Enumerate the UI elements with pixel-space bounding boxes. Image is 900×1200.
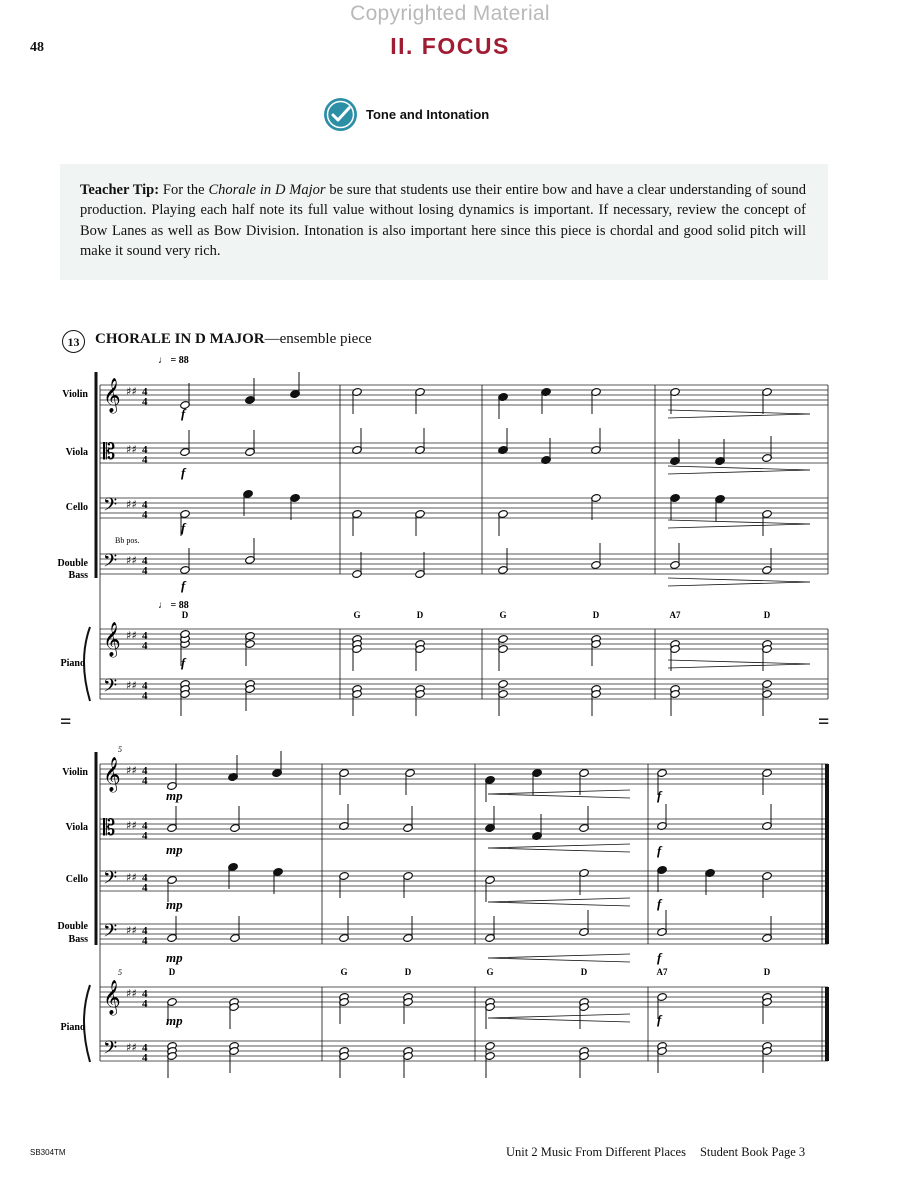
key-signature-1-1: ♯♯ (126, 443, 137, 456)
key-signature-1-1-time: 4 (142, 454, 148, 466)
key-signature-2-1: ♯♯ (126, 819, 137, 832)
clef-1-5: 𝄢 (103, 676, 118, 701)
label-cello-2: Cello (65, 874, 88, 885)
key-signature-1-5: ♯♯ (126, 679, 137, 692)
hairpin-cello-1 (668, 520, 810, 528)
teacher-tip-text-1: For the (159, 182, 209, 198)
piece-subtitle: —ensemble piece (264, 331, 372, 347)
dynamic-f-1-3: f (181, 578, 186, 593)
clef-1-2: 𝄢 (103, 495, 118, 520)
system-break-right: = (818, 711, 830, 733)
chord-symbol: G (353, 610, 361, 620)
label-double: Double (57, 558, 88, 569)
key-signature-1-3: ♯♯ (126, 554, 137, 567)
system-break-left: = (60, 711, 72, 733)
label-violin: Violin (62, 389, 88, 400)
dynamic-f-2-1: f (657, 843, 662, 858)
key-signature-2-4-time: 4 (142, 988, 148, 1000)
key-signature-2-4-time: 4 (142, 998, 148, 1010)
chord-symbol: D (181, 610, 189, 620)
footer-code: SB304TM (30, 1148, 66, 1157)
piece-title-main: CHORALE IN D MAJOR (95, 331, 265, 347)
hairpin-violin-2 (488, 790, 630, 798)
label-piano: Piano (60, 658, 85, 669)
key-signature-2-0: ♯♯ (126, 764, 137, 777)
hairpin-viola-2 (488, 844, 630, 852)
final-bar-thick (825, 764, 829, 944)
label-cello: Cello (65, 502, 88, 513)
label-violin-2: Violin (62, 767, 88, 778)
chord-symbol: G (486, 967, 494, 977)
footer-unit: Unit 2 Music From Different Places (506, 1145, 686, 1159)
key-signature-1-0-time: 4 (142, 386, 148, 398)
label-bass-2: Bass (68, 934, 88, 945)
hairpin-piano-2 (488, 1014, 630, 1022)
key-signature-1-3-time: 4 (142, 555, 148, 567)
key-signature-2-3-time: 4 (142, 935, 148, 947)
clef-1-0: 𝄞 (103, 378, 121, 413)
clef-1-3: 𝄢 (103, 551, 118, 576)
dynamic-f-2-2: f (657, 896, 662, 911)
chord-symbol: D (404, 967, 412, 977)
key-signature-2-3: ♯♯ (126, 924, 137, 937)
dynamic-f-1-2: f (181, 520, 186, 535)
clef-2-2: 𝄢 (103, 868, 118, 893)
focus-label: Tone and Intonation (366, 107, 490, 122)
tempo-marking-piano: ♩ = 88 (158, 600, 189, 611)
chord-symbol: A7 (669, 610, 681, 620)
key-signature-2-1-time: 4 (142, 820, 148, 832)
clef-2-5: 𝄢 (103, 1038, 118, 1063)
clef-1-4: 𝄞 (103, 622, 121, 657)
hairpin-piano-1 (668, 660, 810, 668)
key-signature-2-2-time: 4 (142, 882, 148, 894)
clef-2-4: 𝄞 (103, 980, 121, 1015)
bass-position-marking: Bb pos. (115, 536, 140, 545)
watermark: Copyrighted Material (350, 2, 550, 25)
key-signature-1-0-time: 4 (142, 396, 148, 408)
dynamic-mp-2-3: mp (166, 950, 183, 965)
chord-symbol: D (580, 967, 588, 977)
hairpin-bass-2 (488, 954, 630, 962)
key-signature-2-4: ♯♯ (126, 987, 137, 1000)
clef-1-1: 𝄡 (103, 440, 116, 465)
key-signature-2-0-time: 4 (142, 775, 148, 787)
dynamic-mp-2-4: mp (166, 1013, 183, 1028)
dynamic-f-1-1: f (181, 465, 186, 480)
teacher-tip-piece-ref: Chorale in D Major (208, 182, 326, 198)
key-signature-1-4-time: 4 (142, 640, 148, 652)
label-double-2: Double (57, 921, 88, 932)
key-signature-1-2-time: 4 (142, 499, 148, 511)
key-signature-2-5: ♯♯ (126, 1041, 137, 1054)
chord-symbol: D (763, 967, 771, 977)
section-title: II. FOCUS (390, 33, 510, 59)
label-viola: Viola (65, 447, 88, 458)
chord-symbol: D (592, 610, 600, 620)
label-viola-2: Viola (65, 822, 88, 833)
chord-symbol: G (499, 610, 507, 620)
label-piano-2: Piano (60, 1022, 85, 1033)
key-signature-2-3-time: 4 (142, 925, 148, 937)
measure-number-piano: 5 (118, 968, 122, 977)
dynamic-f-2-4: f (657, 1012, 662, 1027)
key-signature-1-5-time: 4 (142, 680, 148, 692)
hairpin-bass-1 (668, 578, 810, 586)
key-signature-1-1-time: 4 (142, 444, 148, 456)
dynamic-mp-2-1: mp (166, 842, 183, 857)
chord-symbol: D (416, 610, 424, 620)
key-signature-1-5-time: 4 (142, 690, 148, 702)
final-bar-piano-thick (825, 987, 829, 1061)
footer-student-page: Student Book Page 3 (699, 1145, 806, 1159)
teacher-tip-label: Teacher Tip: (80, 182, 160, 198)
key-signature-1-3-time: 4 (142, 565, 148, 577)
clef-2-1: 𝄡 (103, 816, 116, 841)
key-signature-2-2: ♯♯ (126, 871, 137, 884)
label-bass: Bass (68, 570, 88, 581)
chord-symbol: D (168, 967, 176, 977)
key-signature-1-4: ♯♯ (126, 629, 137, 642)
clef-2-0: 𝄞 (103, 757, 121, 792)
hairpin-cello-2 (488, 898, 630, 906)
key-signature-2-1-time: 4 (142, 830, 148, 842)
hairpin-viola-1 (668, 466, 810, 474)
clef-2-3: 𝄢 (103, 921, 118, 946)
chord-symbol: A7 (656, 967, 668, 977)
hairpin-violin-1 (668, 410, 810, 418)
dynamic-f-2-0: f (657, 788, 662, 803)
dynamic-f-1-4: f (181, 655, 186, 670)
key-signature-1-2: ♯♯ (126, 498, 137, 511)
key-signature-1-4-time: 4 (142, 630, 148, 642)
key-signature-2-0-time: 4 (142, 765, 148, 777)
key-signature-2-5-time: 4 (142, 1052, 148, 1064)
key-signature-1-0: ♯♯ (126, 385, 137, 398)
key-signature-2-2-time: 4 (142, 872, 148, 884)
dynamic-f-1-0: f (181, 406, 186, 421)
chord-symbol: D (763, 610, 771, 620)
key-signature-2-5-time: 4 (142, 1042, 148, 1054)
chord-symbol: G (340, 967, 348, 977)
teacher-tip-text-2: be sure that students use their entire bow and have a clear understanding of sound production. Playing each half note its full value without losing dynamics is important. If necessary, review the concept of Bow Lanes as well as Bow Division. Intonation is also important here since this piece is chordal and good solid pitch will make it sound very rich. (80, 182, 807, 260)
dynamic-mp-2-0: mp (166, 788, 183, 803)
page-number: 48 (30, 40, 44, 55)
dynamic-mp-2-2: mp (166, 897, 183, 912)
measure-number: 5 (118, 745, 122, 754)
key-signature-1-2-time: 4 (142, 509, 148, 521)
piece-number-badge: 13 (62, 330, 85, 353)
tempo-marking: ♩ = 88 (158, 355, 189, 366)
dynamic-f-2-3: f (657, 950, 662, 965)
footer-text (506, 1145, 819, 1160)
